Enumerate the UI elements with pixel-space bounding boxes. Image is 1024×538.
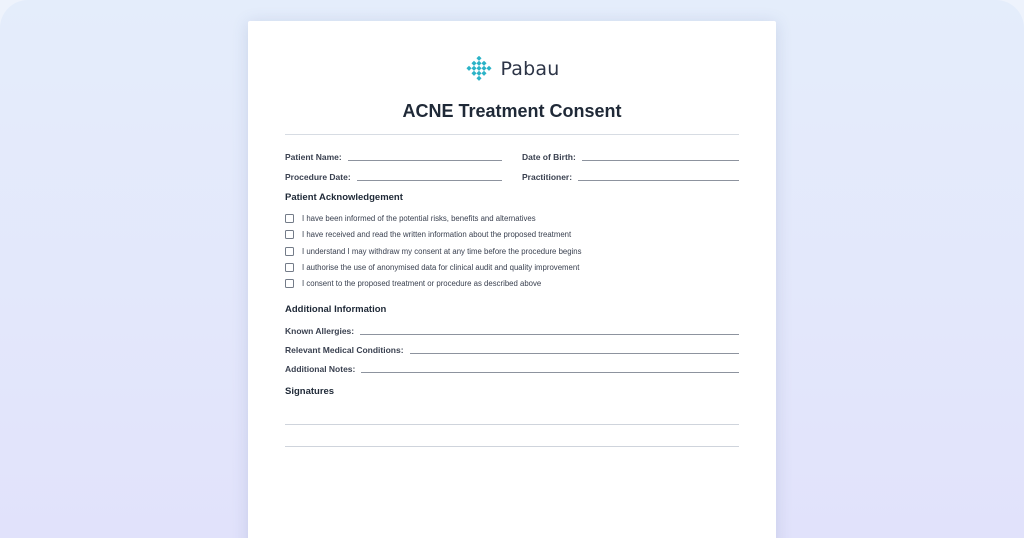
acknowledgement-text: I consent to the proposed treatment or procedure as described above bbox=[302, 278, 542, 288]
known-allergies-label: Known Allergies: bbox=[285, 326, 355, 336]
acknowledgement-checkbox[interactable] bbox=[285, 247, 294, 256]
signatures-heading: Signatures bbox=[285, 386, 335, 397]
acknowledgement-heading: Patient Acknowledgement bbox=[285, 192, 403, 203]
form-title: ACNE Treatment Consent bbox=[402, 101, 622, 121]
signature-line[interactable] bbox=[285, 446, 739, 447]
patient-name-label: Patient Name: bbox=[285, 152, 342, 162]
acknowledgement-checkbox[interactable] bbox=[285, 263, 294, 272]
acknowledgement-checkbox[interactable] bbox=[285, 279, 294, 288]
date-of-birth-label: Date of Birth: bbox=[522, 152, 576, 162]
title-divider bbox=[285, 134, 739, 135]
medical-conditions-label: Relevant Medical Conditions: bbox=[285, 345, 404, 355]
additional-info-heading: Additional Information bbox=[285, 304, 387, 315]
acknowledgement-item[interactable] bbox=[285, 261, 579, 273]
patient-name-line[interactable] bbox=[348, 160, 502, 161]
additional-notes-field[interactable] bbox=[285, 361, 739, 375]
practitioner-label: Practitioner: bbox=[522, 172, 573, 182]
signature-line[interactable] bbox=[285, 424, 739, 425]
acknowledgement-text: I authorise the use of anonymised data for clinical audit and quality improvement bbox=[302, 262, 580, 272]
practitioner-line[interactable] bbox=[578, 180, 739, 181]
brand-logo bbox=[248, 56, 776, 82]
date-of-birth-line[interactable] bbox=[582, 160, 739, 161]
acknowledgement-text: I have received and read the written information about the proposed treatment bbox=[302, 229, 572, 239]
acknowledgement-item[interactable] bbox=[285, 277, 541, 289]
additional-notes-line[interactable] bbox=[361, 372, 739, 373]
practitioner-field[interactable] bbox=[522, 169, 739, 183]
additional-notes-label: Additional Notes: bbox=[285, 364, 356, 374]
known-allergies-line[interactable] bbox=[360, 334, 739, 335]
brand-name: Pabau bbox=[500, 58, 560, 80]
date-of-birth-field[interactable] bbox=[522, 149, 739, 163]
pabau-logo-icon bbox=[465, 56, 493, 82]
acknowledgement-item[interactable] bbox=[285, 228, 571, 240]
procedure-date-label: Procedure Date: bbox=[285, 172, 351, 182]
patient-name-field[interactable] bbox=[285, 149, 502, 163]
procedure-date-line[interactable] bbox=[357, 180, 502, 181]
acknowledgement-item[interactable] bbox=[285, 212, 536, 224]
consent-form-document bbox=[248, 21, 776, 538]
acknowledgement-text: I understand I may withdraw my consent at any time before the procedure begins bbox=[302, 246, 582, 256]
acknowledgement-text: I have been informed of the potential risks, benefits and alternatives bbox=[302, 213, 536, 223]
acknowledgement-item[interactable] bbox=[285, 245, 582, 257]
medical-conditions-field[interactable] bbox=[285, 342, 739, 356]
medical-conditions-line[interactable] bbox=[410, 353, 739, 354]
acknowledgement-checkbox[interactable] bbox=[285, 230, 294, 239]
known-allergies-field[interactable] bbox=[285, 323, 739, 337]
acknowledgement-checkbox[interactable] bbox=[285, 214, 294, 223]
procedure-date-field[interactable] bbox=[285, 169, 502, 183]
